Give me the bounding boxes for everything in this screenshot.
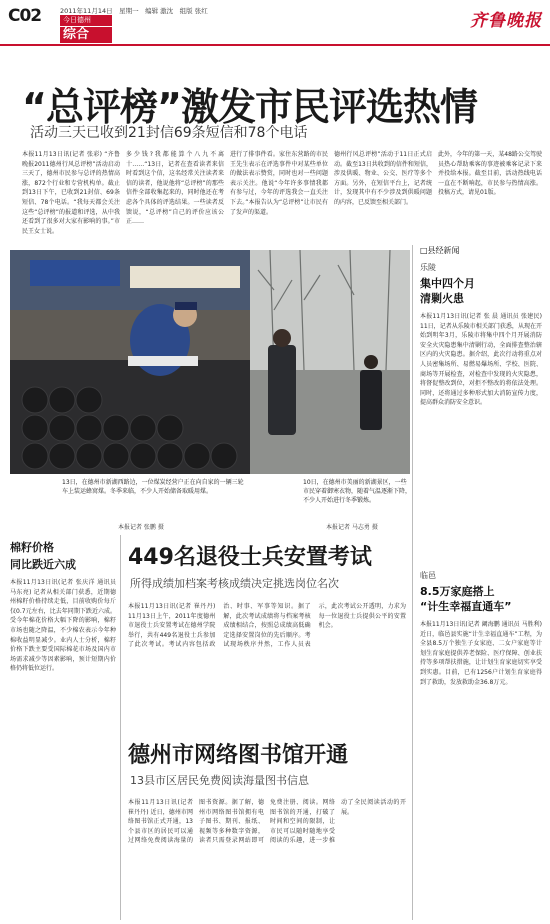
page-number: C02 — [8, 6, 42, 26]
lead-column-4: 德州行风总评榜”活动于11日正式启动。截至13日共收到的信件和短信，涉及供暖、物业、公交、医疗等多个方面。另外，在短信平台上，记者统计，发现其中有不少涉及到供暖问题的内容，已反馈至相关部门。 — [334, 151, 432, 206]
sidebar-story1-title-line1: 集中四个月 — [420, 277, 475, 290]
cotton-story-title-line1: 棉籽价格 — [10, 541, 54, 554]
date-line: 2011年11月14日 星期一 编辑 激沈 组版 张红 — [60, 7, 208, 15]
cotton-story-title-line2: 同比跌近六成 — [10, 558, 76, 571]
sidebar-story1-title-line2: 清剿火患 — [420, 292, 464, 305]
sidebar-story1-title — [420, 276, 540, 306]
sidebar-story2-body: 本报11月13日讯(记者 阚海鹏 通讯员 马胜利) 近日，临邑县实施“计生幸福直通车”工程，为全县8.5万个独生子女家庭、二女户家庭等计划生育家庭提供养老保险、医疗保障、创业扶持等多项帮扶措施，让计划生育家庭切实享受到实惠。目前，已有1256户计划生育家庭得到了救助，发放救助金36.8万元。 — [420, 621, 542, 686]
left-divider — [120, 535, 121, 920]
sidebar-story2-title-line1: 8.5万家庭搭上 — [420, 585, 495, 598]
lead-column-5: 此外，今年的第一天，某48路公交驾驶员热心帮助乘客的事迹被乘客记录下来并投给本报。截至目前，活动热线电话一直在不断响起，市民参与热情高涨。投稿方式，请见01版。 — [438, 151, 542, 197]
section-name: 综合 — [60, 27, 112, 43]
veteran-story-body: 本报11月13日讯(记者 崔丹丹) 11月13日上午，2011年度德州市退役士兵安置考试在德州学院举行，共有449名退役士兵参加了此次考试。考试内容包括政治、时事、军事等知识。据了解，此次考试成绩将与档案考核成绩相结合，按照总成绩高低确定选择安置岗位的先后顺序。考试现场秩序井然，工作人员表示，此次考试公开透明，力求为每一位退役士兵提供公平的安置机会。 — [128, 603, 406, 649]
lead-headline: “总评榜”激发市民评选热情 — [22, 85, 477, 129]
library-story-title: 德州市网络图书馆开通 — [128, 743, 349, 768]
masthead-rule — [0, 44, 550, 46]
masthead — [0, 0, 550, 44]
lead-column-3: 进行了排事件看。家住东营路的市民王先生表示在评选事件中对某些单位的做法表示赞赏，同时也对一些问题表示关注。他说“今年许多事情我都有参与过，今年的评选我会一直关注下去。”本报告认为“总评榜”让市民有了发声的渠道。 — [230, 151, 328, 216]
winter-photo — [250, 250, 410, 474]
lead-subhead: 活动三天已收到21封信69条短信和78个电话 — [30, 125, 308, 141]
sidebar-divider — [412, 245, 413, 920]
sidebar-story1-body: 本报11月13日讯(记者 张 晨 通讯员 张建民) 11日，记者从乐陵市相关部门获悉，从现在开始到明年3月，乐陵市将集中四个月开展消防安全火灾隐患集中清剿行动，全面排查整治辖区内的火灾隐患。据介绍，此次行动将重点对人员密集场所、易燃易爆场所、学校、医院、商场等开展检查，对检查中发现的火灾隐患，将督促整改到位，对拒不整改的将依法处理。同时，还将通过多种形式加大消防宣传力度，提高群众消防安全意识。 — [420, 313, 542, 407]
lead-column-1: 本报11月13日讯(记者 张彩) “齐鲁晚报2011德州行风总评榜”活动启动三天了，德州市民参与总评的热情高涨，872个行业和专营机构单。截止到13日下午，已收到21封信、69条短信、78个电话。“我每天都会关注这些“总评榜”的报道和评选，从中我还看到了很多对大家有影响的事。”市民王女士说。 — [22, 151, 120, 235]
sidebar-story2-title — [420, 584, 548, 614]
sidebar-section-head: □县经新闻 — [420, 246, 460, 255]
coal-photo-caption: 13日，在德州市新湖西路边，一位煤炭经营户正在向自家的一辆三轮车上装运蜂窝煤。冬季来临，不少人开始储备取暖用煤。 — [62, 479, 244, 495]
sidebar-story2-title-line2: “计生幸福直通车” — [420, 600, 512, 613]
winter-photo-image — [250, 250, 410, 474]
lead-column-2: 多少钱?我都能算个八九不离十……“13日，记者在查看读者来信时看到这个信，这名经常关注读者来信的读者，他说他将“总评榜”的那些信件全部收集起来的，同时他还在考虑各个具体的评选结果。一些读者反馈说，“总评榜”自己的评价应该公正…… — [126, 151, 224, 226]
veteran-story-title: 449名退役士兵安置考试 — [128, 545, 372, 570]
coal-photo-credit: 本报记者 张鹏 摄 — [118, 524, 164, 531]
sidebar-story1-place: 乐陵 — [420, 263, 436, 272]
veteran-story-subtitle: 所得成绩加档案考核成绩决定挑选岗位名次 — [130, 577, 339, 590]
cotton-story-title — [10, 539, 76, 573]
coal-photo-image — [10, 250, 250, 474]
library-story-body: 本报11月13日讯(记者 崔丹丹) 近日，德州市网络图书馆正式开通，13个县市区的居民可以通过网络免费阅读海量的图书资源。据了解，德州市网络图书馆拥有电子图书、期刊、报纸、视频等多种数字资源，读者只需登录网站即可免费注册、阅读。网络图书馆的开通，打破了时间和空间的限制，让市民可以随时随地享受阅读的乐趣，进一步推动了全民阅读活动的开展。 — [128, 799, 406, 845]
coal-photo — [10, 250, 250, 474]
newspaper-logo: 齐鲁晚报 — [470, 11, 542, 31]
section-bar: 今日德州 — [60, 15, 112, 26]
winter-photo-caption: 10日，在德州市美丽的新湖景区，一些市民穿着御寒衣物，随着气温逐渐下降，不少人开始进行冬季锻炼。 — [303, 479, 411, 504]
library-story-subtitle: 13县市区居民免费阅读海量图书信息 — [130, 774, 309, 787]
cotton-story-body: 本报11月13日讯(记者 张庆洋 通讯员 马东亮) 记者从相关部门获悉，近期德州棉籽价格持续走低，目前收购价每斤仅0.7元左右，比去年同期下跌近六成。受今年棉花价格大幅下降的影响，棉籽市场也随之降温，不少棉农表示今年种棉收益明显减少。业内人士分析，棉籽价格下跌主要受国际棉花市场及国内市场需求减少等因素影响，预计短期内价格仍将低位运行。 — [10, 579, 116, 673]
sidebar-story2-place: 临邑 — [420, 571, 436, 580]
winter-photo-credit: 本报记者 马志勇 摄 — [326, 524, 378, 531]
